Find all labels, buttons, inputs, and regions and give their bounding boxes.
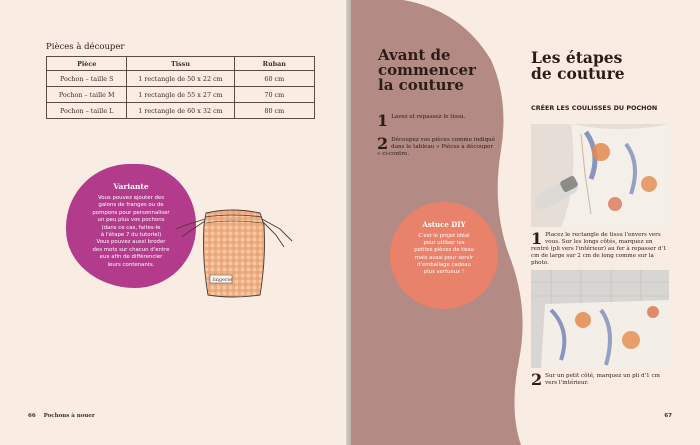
variante-text: Vous pouvez ajouter des galons de franges ou de pompons pour personnaliser un peu plus vos pochons (dans ce cas, faites-le à l'étape 7 du tutoriel) Vous pouvez aussi broder des mots sur chacun d'entre eux afin de différencier leurs contenants.: [92, 195, 170, 268]
table-cell: 70 cm: [234, 87, 314, 103]
table-cell: Pochon – taille L: [47, 103, 127, 119]
header-tissu: Tissu: [127, 57, 234, 71]
table-cell: 60 cm: [234, 71, 314, 87]
step-2-photo: [531, 270, 669, 368]
table-cell: 1 rectangle de 50 x 22 cm: [127, 71, 234, 87]
header-piece: Pièce: [47, 57, 127, 71]
table-cell: 80 cm: [234, 103, 314, 119]
variante-title: Variante: [113, 182, 149, 191]
prep-step-2: 2 Découpez vos pièces comme indiqué dans le tableau « Pièces à découper » ci-contre.: [377, 134, 496, 157]
table-cell: 1 rectangle de 60 x 32 cm: [127, 103, 234, 119]
sewing-step-2: 2 Sur un petit côté, marquez un pli d'1 cm vers l'intérieur.: [531, 370, 660, 389]
avant-heading: Avant de commencer la couture: [378, 46, 476, 94]
table-row: [47, 87, 315, 103]
right-page-number: 67: [664, 413, 672, 419]
table-cell: 1 rectangle de 55 x 27 cm: [127, 87, 234, 103]
step-1-photo: [531, 124, 669, 227]
left-folio: [28, 413, 95, 419]
left-page: [0, 0, 349, 445]
table-header-row: [47, 57, 315, 71]
table-row: [47, 103, 315, 119]
astuce-text: C'est le projet idéal pour utiliser les petites pièces de tissu mais aussi pour servir d'emballage cadeau plus vertueux !: [414, 233, 474, 276]
astuce-callout: [390, 202, 498, 309]
table-cell: Pochon – taille S: [47, 71, 127, 87]
drawstring-bag-illustration: [172, 205, 302, 305]
page-number: 66: [28, 413, 36, 419]
table-row: [47, 71, 315, 87]
table-cell: Pochon – taille M: [47, 87, 127, 103]
right-page: [351, 0, 700, 445]
astuce-title: Astuce DIY: [422, 220, 466, 229]
section-title: Pièces à découper: [46, 42, 125, 52]
section-subtitle: CRÉER LES COULISSES DU POCHON: [531, 104, 658, 112]
running-title: Pochons à nouer: [43, 413, 95, 419]
bag-label-text: lingerie: [212, 277, 233, 283]
sewing-step-1: 1 Placez le rectangle de tissu l'envers vers vous. Sur les longs côtés, marquez un rentré (pli vers l'intérieur) au fer à repasser d'1 cm de large sur 2 cm de long comme sur la photo.: [531, 229, 667, 266]
etapes-heading: Les étapes de couture: [531, 48, 625, 83]
header-ruban: Ruban: [234, 57, 314, 71]
pieces-table: [46, 56, 315, 119]
prep-step-1: 1 Lavez et repassez le tissu.: [377, 111, 466, 130]
